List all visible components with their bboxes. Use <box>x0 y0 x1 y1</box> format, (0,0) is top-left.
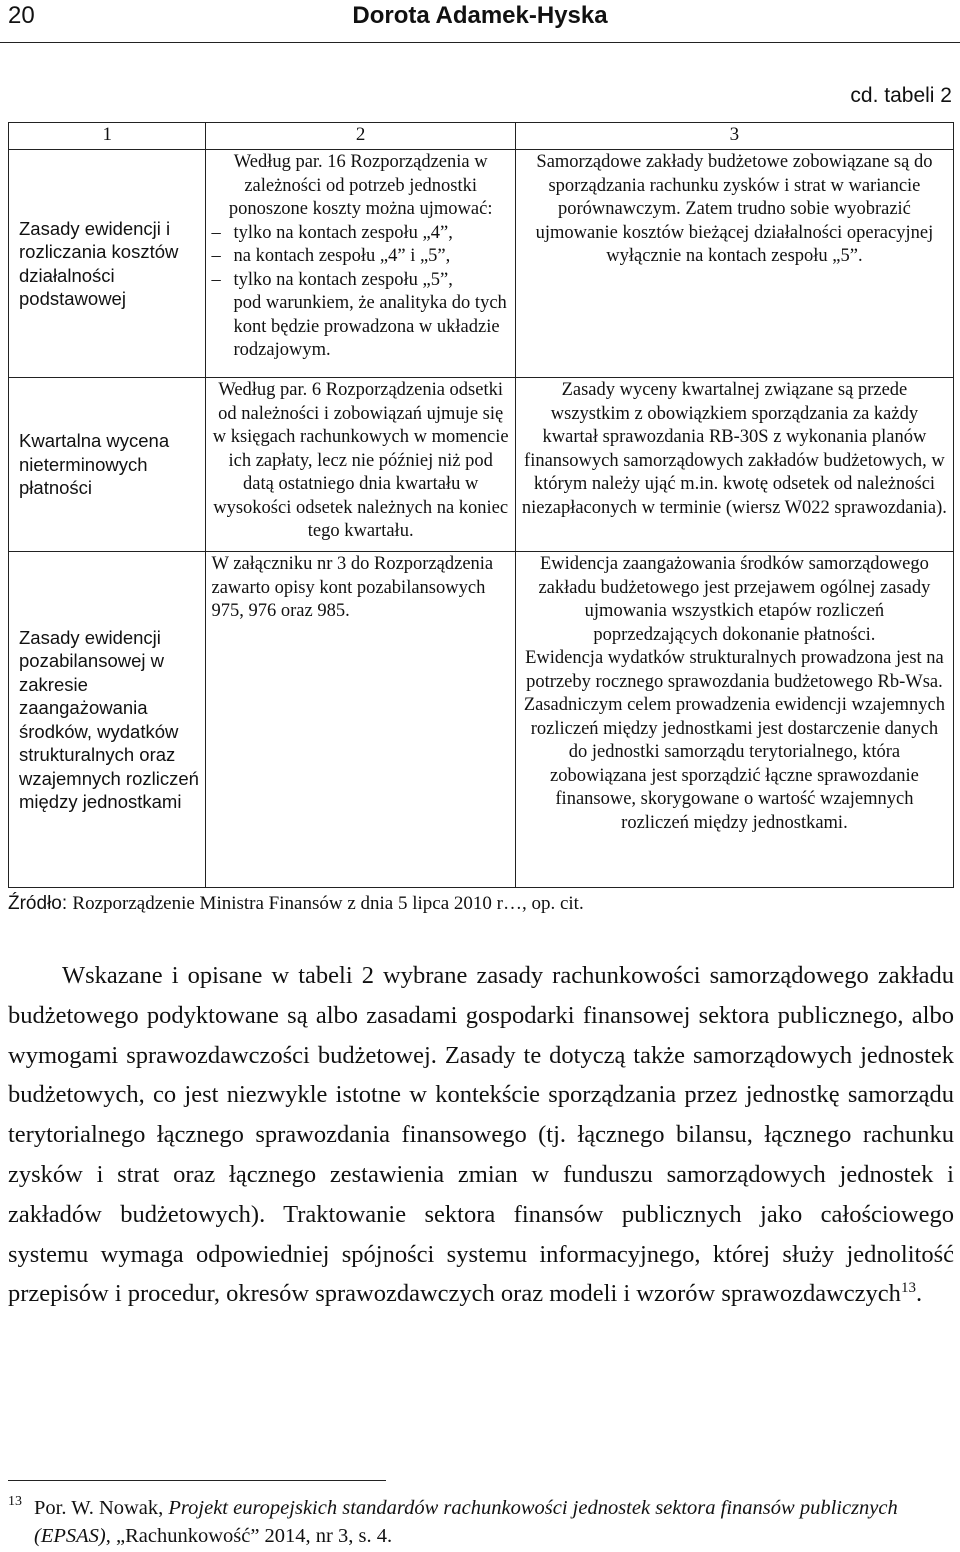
list-item: – tylko na kontach zespołu „4”, <box>211 222 509 246</box>
row1-regulation-tail: pod warunkiem, że analityka do tych kont będzie prowadzona w układzie rodzajowym. <box>233 293 507 360</box>
row3-comment-paragraph: Zasadniczym celem prowadzenia ewidencji wzajemnych rozliczeń między jednostkami jest dostarczenie danych do jednostki samorządu terytorialnego, która zobowiązana jest sporządzić łączne sprawozdanie finansowe, skorygowane o wartość wzajemnych rozliczeń między jednostkami. <box>523 695 946 833</box>
body-paragraph-text: Wskazane i opisane w tabeli 2 wybrane zasady rachunkowości samorządowego zakładu budżetowego podyktowane są albo zasadami gospodarki finansowej sektora publicznego, albo wymogami sprawozdawczości budżetowej. Zasady te dotyczą także samorządowych jednostek budżetowych, co jest niezwykle istotne w kontekście sporządzania przez jednostkę samorządu terytorialnego łącznego sprawozdania finansowego (tj. łącznego bilansu, łącznego rachunku zysków i strat oraz łącznego zestawienia zmian w funduszu samorządowych jednostek i zakładów budżetowych). Traktowanie sektora finansów publicznych jako całościowego systemu wymaga odpowiedniej spójności systemu informacyjnego, której służy jednolitość przepisów i procedur, okresów sprawozdawczych oraz modeli i wzorów sprawozdawczych <box>8 962 954 1308</box>
list-item: – tylko na kontach zespołu „5”, <box>211 269 509 293</box>
row3-comment <box>515 552 953 888</box>
row2-regulation: Według par. 6 Rozporządzenia odsetki od należności i zobowiązań ujmuje się w księgach rachunkowych w momencie ich zapłaty, lecz nie później niż pod datą ostatniego dnia kwartału w wysokości odsetek należnych na koniec tego kwartału. <box>206 378 515 552</box>
list-item: – na kontach zespołu „4” i „5”, <box>211 245 509 269</box>
footnote-title: Projekt europejskich standardów rachunkowości jednostek sektora finansów publicznych (EPSAS) <box>34 1497 898 1547</box>
footnote-reference: 13 <box>900 1280 916 1297</box>
row1-regulation-intro: Według par. 16 Rozporządzenia w zależności od potrzeb jednostki ponoszone koszty można ujmować: <box>228 152 493 219</box>
table-continuation-label: cd. tabeli 2 <box>850 84 952 107</box>
header-rule <box>0 42 960 43</box>
running-head: Dorota Adamek-Hyska <box>352 2 608 29</box>
page-number: 20 <box>8 2 35 29</box>
footnote-rule <box>8 1480 386 1481</box>
source-text: Rozporządzenie Ministra Finansów z dnia 5 lipca 2010 r…, op. cit. <box>72 893 584 914</box>
footnote-number: 13 <box>8 1494 22 1509</box>
table-row <box>9 552 954 888</box>
source-label: Źródło: <box>8 893 68 914</box>
footnote-body <box>8 1494 954 1550</box>
footnote <box>8 1494 954 1550</box>
table-header-row <box>9 123 954 150</box>
row2-category: Kwartalna wycena nieterminowych płatności <box>9 378 206 552</box>
row3-comment-paragraph: Ewidencja wydatków strukturalnych prowadzona jest na potrzeby rocznego sprawozdania budżetowego Rb-Wsa. <box>525 648 944 692</box>
body-paragraph-end: . <box>915 1280 923 1308</box>
row2-comment: Zasady wyceny kwartalnej związane są przede wszystkim z obowiązkiem sporządzania za każdy kwartał sprawozdania RB-30S z wykonania planów finansowych samorządowych zakładów budżetowych, w którym należy ująć m.in. kwotę odsetek od należności niezapłaconych w terminie (wiersz W022 sprawozdania). <box>515 378 953 552</box>
row1-category: Zasady ewidencji i rozliczania kosztów działalności podstawowej <box>9 150 206 378</box>
row1-comment: Samorządowe zakłady budżetowe zobowiązane są do sporządzania rachunku zysków i strat w wariancie porównawczym. Zatem trudno sobie wyobrazić ujmowanie kosztów bieżącej działalności operacyjnej wyłącznie na kontach zespołu „5”. <box>515 150 953 378</box>
page-header <box>0 0 960 46</box>
column-header-1: 1 <box>9 123 206 150</box>
table-source <box>8 893 584 915</box>
row3-comment-paragraph: Ewidencja zaangażowania środków samorządowego zakładu budżetowego jest przejawem ogólnej zasady ujmowania wszystkich etapów rozliczeń poprzedzających dokonanie płatności. <box>538 554 931 645</box>
table-row <box>9 378 954 552</box>
row1-regulation <box>206 150 515 378</box>
row1-regulation-list <box>211 222 509 293</box>
row3-category: Zasady ewidencji pozabilansowej w zakresie zaangażowania środków, wydatków strukturalnych oraz wzajemnych rozliczeń między jednostkami <box>9 552 206 888</box>
column-header-2: 2 <box>206 123 515 150</box>
rules-table <box>8 122 954 888</box>
footnote-rest: , „Rachunkowość” 2014, nr 3, s. 4. <box>105 1525 393 1547</box>
row3-regulation: W załączniku nr 3 do Rozporządzenia zawarto opisy kont pozabilansowych 975, 976 oraz 985. <box>206 552 515 888</box>
table-row <box>9 150 954 378</box>
body-paragraph <box>8 956 954 1314</box>
column-header-3: 3 <box>515 123 953 150</box>
footnote-lead: Por. W. Nowak, <box>34 1497 164 1519</box>
